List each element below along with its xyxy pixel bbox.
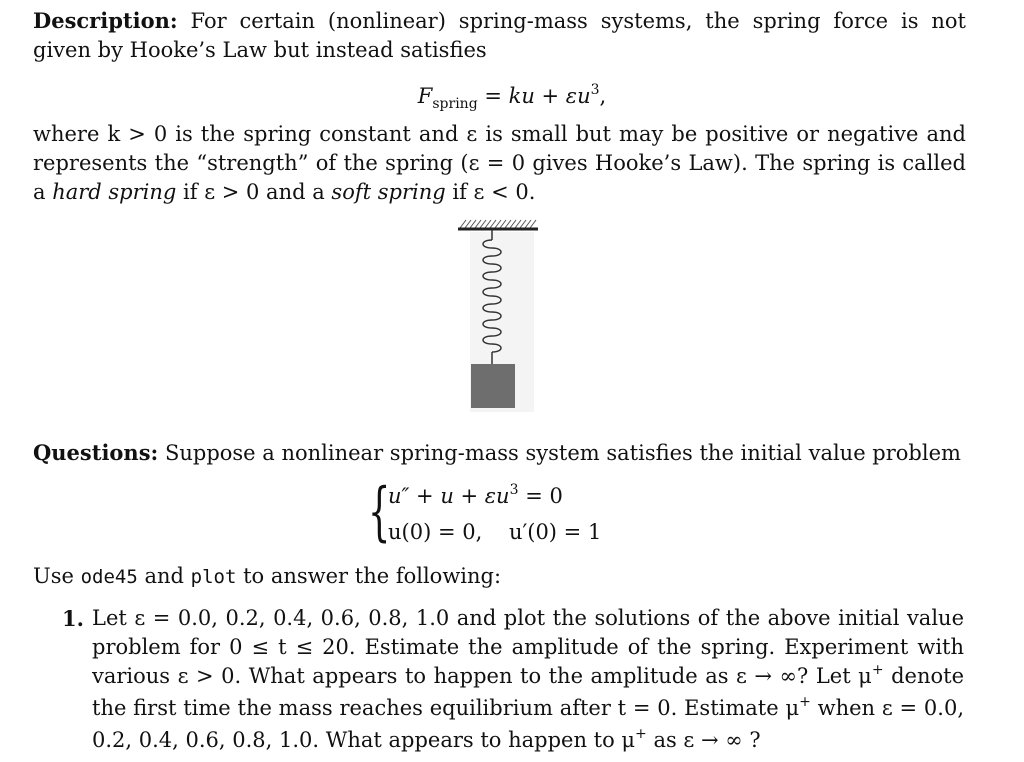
use-instruction xyxy=(33,562,966,592)
use-post: to answer the following: xyxy=(236,564,502,588)
code-plot: plot xyxy=(190,566,237,588)
mu-plus-sup-3: + xyxy=(635,726,647,742)
ivp-initial-conditions: u(0) = 0, u′(0) = 1 xyxy=(388,520,602,544)
soft-spring-term: soft spring xyxy=(331,180,446,204)
where-text-2: if ε > 0 and a xyxy=(176,180,332,204)
eq-subscript: spring xyxy=(432,96,478,112)
mu-plus-sup-2: + xyxy=(799,694,811,710)
item-1-number: 1. xyxy=(62,606,84,631)
where-text-1: where k > 0 is the spring constant and ε is small but may be positive or negative and represents the “strength” of the spring (ε = 0 gives Hooke’s Law). The spring is called a xyxy=(33,122,966,204)
eq-lhs: F xyxy=(417,84,433,108)
mass-block xyxy=(471,364,515,408)
ivp-equation-power: 3 xyxy=(509,482,519,498)
description-intro: For certain (nonlinear) spring-mass systems, the spring force is not given by Hooke’s Law but instead satisfies xyxy=(33,9,966,62)
item-1-text xyxy=(92,604,964,758)
item-1-part-c: when ε = 0.0, 0.2, 0.4, 0.6, 0.8, 1.0. What appears to happen to μ xyxy=(92,696,964,752)
questions-intro: Suppose a nonlinear spring-mass system satisfies the initial value problem xyxy=(164,441,961,465)
use-pre: Use xyxy=(33,564,81,588)
description-paragraph xyxy=(33,6,966,65)
use-mid: and xyxy=(137,564,191,588)
item-1-part-b: denote the first time the mass reaches equilibrium after t = 0. Estimate μ xyxy=(92,664,964,720)
hard-spring-term: hard spring xyxy=(52,180,177,204)
ivp-equation-lhs: u″ + u + εu xyxy=(388,484,510,508)
item-1-part-d: as ε → ∞ ? xyxy=(646,728,761,752)
left-brace: { xyxy=(368,475,391,549)
eq-rhs: = ku + εu xyxy=(477,84,591,108)
questions-paragraph xyxy=(33,438,966,468)
spring-mass-figure xyxy=(456,218,546,414)
where-paragraph xyxy=(33,120,966,207)
eq-comma: , xyxy=(599,84,607,108)
description-label: Description: xyxy=(33,8,178,33)
spring-force-equation xyxy=(0,82,1024,114)
ivp-equation xyxy=(388,482,563,514)
mu-plus-sup-1: + xyxy=(871,662,884,678)
ceiling-hatch xyxy=(460,220,536,228)
ivp-equation-rhs: = 0 xyxy=(518,484,563,508)
eq-power: 3 xyxy=(590,82,600,98)
questions-label: Questions: xyxy=(33,440,159,465)
code-ode45: ode45 xyxy=(80,566,138,588)
item-1-part-a: Let ε = 0.0, 0.2, 0.4, 0.6, 0.8, 1.0 and plot the solutions of the above initial value problem for 0 ≤ t ≤ 20. Estimate the amplitude of the spring. Experiment with various ε > 0. What appears to happen to the amplitude as ε → ∞? Let μ xyxy=(92,606,964,688)
where-text-3: if ε < 0. xyxy=(445,180,536,204)
